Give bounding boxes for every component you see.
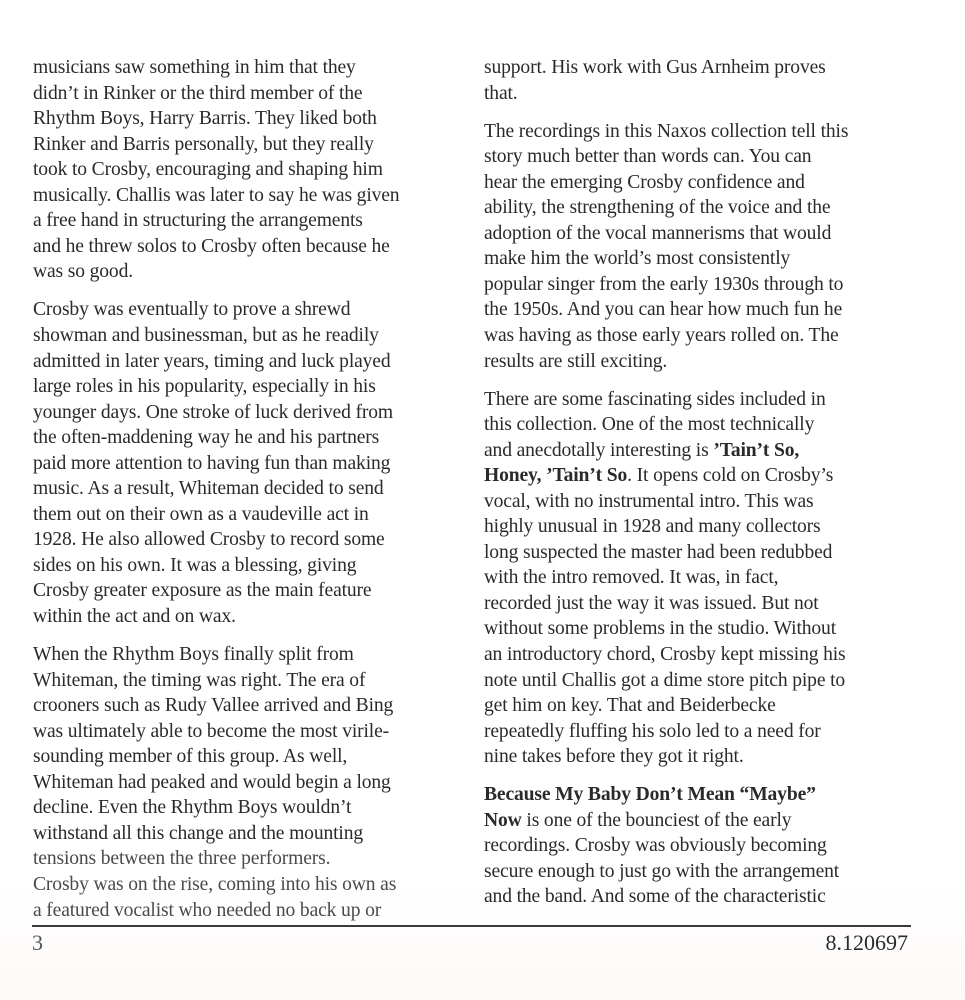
text-line: long suspected the master had been redubbed <box>484 541 833 563</box>
text-line: and the band. And some of the characteristic <box>484 886 826 908</box>
text-line: popular singer from the early 1930s through to <box>484 273 844 295</box>
text-line: the often-maddening way he and his partners <box>33 427 380 449</box>
song-title-because-my-baby-cont: Now <box>484 809 522 831</box>
text-line: support. His work with Gus Arnheim proves <box>484 57 826 78</box>
text-line: younger days. One stroke of luck derived from <box>33 401 393 423</box>
text-line: decline. Even the Rhythm Boys wouldn’t <box>33 797 352 819</box>
text-line: Crosby greater exposure as the main feature <box>33 580 372 602</box>
paragraph-because-my-baby <box>484 782 914 910</box>
text-run: . It opens cold on Crosby’s <box>627 465 834 487</box>
text-run: is one of the bounciest of the early <box>521 809 792 831</box>
text-line: make him the world’s most consistently <box>484 248 791 270</box>
paragraph-taint-so-honey <box>484 387 914 770</box>
text-line: musically. Challis was later to say he was given <box>33 184 400 206</box>
text-line: repeatedly fluffing his solo led to a need for <box>484 720 821 742</box>
text-line: paid more attention to having fun than making <box>33 452 391 474</box>
text-line: didn’t in Rinker or the third member of the <box>33 82 363 104</box>
right-column <box>484 55 914 923</box>
text-line: musicians saw something in him that they <box>33 57 356 78</box>
text-line: sides on his own. It was a blessing, giving <box>33 554 357 576</box>
text-line: without some problems in the studio. Without <box>484 618 836 640</box>
text-line: ability, the strengthening of the voice and the <box>484 197 831 219</box>
text-line: Rinker and Barris personally, but they really <box>33 133 374 155</box>
text-line: nine takes before they got it right. <box>484 746 744 768</box>
text-line: Crosby was eventually to prove a shrewd <box>33 299 351 321</box>
text-line <box>484 438 914 464</box>
text-line: was ultimately able to become the most virile- <box>33 720 390 742</box>
song-title-because-my-baby: Because My Baby Don’t Mean “Maybe” <box>484 784 816 806</box>
song-title-taint-so-honey: ’Tain’t So, <box>713 439 800 461</box>
text-line: crooners such as Rudy Vallee arrived and Bing <box>33 695 394 717</box>
text-line: hear the emerging Crosby confidence and <box>484 171 805 193</box>
text-line: showman and businessman, but as he readily <box>33 324 379 346</box>
text-line: within the act and on wax. <box>33 605 236 627</box>
text-line: The recordings in this Naxos collection tell this <box>484 120 849 142</box>
text-line: Whiteman had peaked and would begin a long <box>33 771 391 793</box>
text-line: There are some fascinating sides included in <box>484 388 826 410</box>
text-line: took to Crosby, encouraging and shaping him <box>33 159 383 181</box>
text-run: and anecdotally interesting is <box>484 439 714 461</box>
text-line: get him on key. That and Beiderbecke <box>484 695 776 717</box>
text-line: and he threw solos to Crosby often because he <box>33 235 390 257</box>
text-line: a featured vocalist who needed no back up or <box>33 899 382 921</box>
text-line: recorded just the way it was issued. But not <box>484 592 819 614</box>
text-line: that. <box>484 82 518 104</box>
text-line: was having as those early years rolled on. The <box>484 324 839 346</box>
text-line: tensions between the three performers. <box>33 848 331 870</box>
text-line: Whiteman, the timing was right. The era of <box>33 669 366 691</box>
text-line: large roles in his popularity, especially in his <box>33 376 376 398</box>
text-line: vocal, with no instrumental intro. This was <box>484 490 814 512</box>
text-line: an introductory chord, Crosby kept missing his <box>484 644 846 666</box>
left-column <box>33 55 463 936</box>
text-line <box>484 808 914 834</box>
text-line: this collection. One of the most technically <box>484 414 815 436</box>
text-line <box>484 463 914 489</box>
text-line: secure enough to just go with the arrangement <box>484 860 840 882</box>
paragraph-shrewd-showman <box>33 297 463 629</box>
footer-rule <box>32 925 911 927</box>
catalog-number: 8.120697 <box>825 930 908 955</box>
text-line: Crosby was on the rise, coming into his own as <box>33 873 397 895</box>
text-line: results are still exciting. <box>484 350 668 372</box>
paragraph-gus-arnheim <box>484 55 914 106</box>
song-title-taint-so-honey-cont: Honey, ’Tain’t So <box>484 465 628 487</box>
text-line: them out on their own as a vaudeville act in <box>33 503 369 525</box>
text-line: highly unusual in 1928 and many collectors <box>484 516 821 538</box>
text-line: was so good. <box>33 261 133 283</box>
text-line: 1928. He also allowed Crosby to record some <box>33 529 385 551</box>
text-line: note until Challis got a dime store pitch pipe to <box>484 669 846 691</box>
text-line: recordings. Crosby was obviously becoming <box>484 835 827 857</box>
text-line: the 1950s. And you can hear how much fun he <box>484 299 843 321</box>
text-line: a free hand in structuring the arrangements <box>33 210 363 232</box>
paragraph-naxos-collection <box>484 119 914 374</box>
paragraph-musicians <box>33 55 463 285</box>
text-line: with the intro removed. It was, in fact, <box>484 567 779 589</box>
text-line: sounding member of this group. As well, <box>33 746 348 768</box>
text-line: music. As a result, Whiteman decided to send <box>33 478 384 500</box>
page-number: 3 <box>32 930 43 955</box>
text-line: story much better than words can. You can <box>484 146 812 168</box>
text-line: withstand all this change and the mounting <box>33 822 363 844</box>
text-line: admitted in later years, timing and luck played <box>33 350 391 372</box>
text-line: Rhythm Boys, Harry Barris. They liked both <box>33 108 377 130</box>
text-line: adoption of the vocal mannerisms that would <box>484 222 832 244</box>
text-line: When the Rhythm Boys finally split from <box>33 644 354 666</box>
paragraph-rhythm-boys-split <box>33 642 463 923</box>
